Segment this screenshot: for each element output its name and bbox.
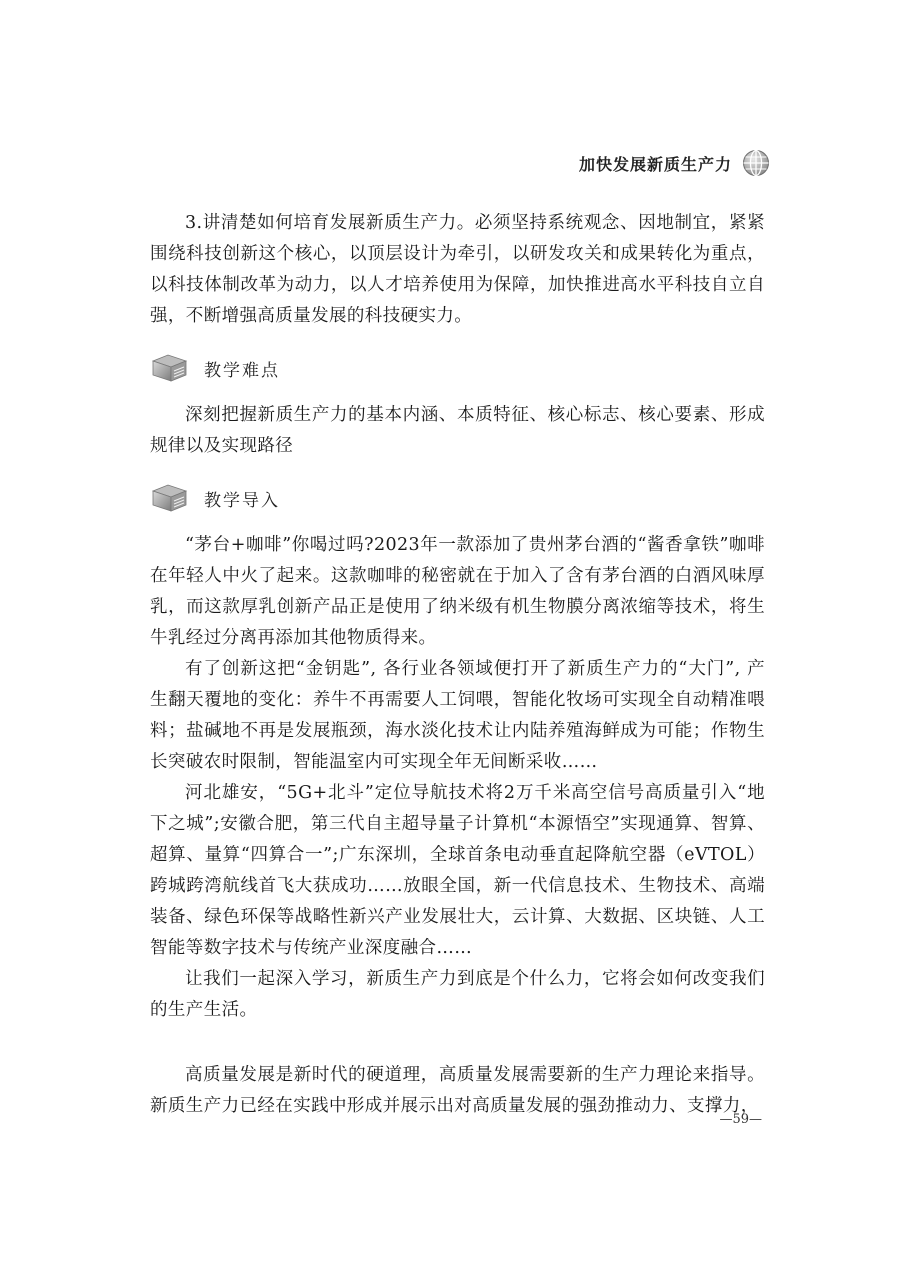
page-number: —59—	[719, 1112, 762, 1127]
book-icon	[150, 351, 190, 385]
paragraph-lets-learn: 让我们一起深入学习，新质生产力到底是个什么力，它将会如何改变我们的生产生活。	[150, 969, 765, 1020]
running-header	[579, 148, 770, 178]
paragraph-moutai-coffee: “茅台+咖啡”你喝过吗?2023年一款添加了贵州茅台酒的“酱香拿铁”咖啡在年轻人中火了起来。这款咖啡的秘密就在于加入了含有茅台酒的白酒风味厚乳，而这款厚乳创新产品正是使用了纳米级有机生物膜分离浓缩等技术，将生牛乳经过分离再添加其他物质得来。	[150, 535, 765, 648]
section-heading-difficulty	[150, 346, 765, 390]
section-title-intro: 教学导入	[204, 490, 280, 511]
paragraph-golden-key: 有了创新这把“金钥匙”, 各行业各领域便打开了新质生产力的“大门”, 产生翻天覆地的变化：养牛不再需要人工饲喂，智能化牧场可实现全自动精准喂料；盐碱地不再是发展瓶颈，海水淡化技术让内陆养殖海鲜成为可能；作物生长突破农时限制，智能温室内可实现全年无间断采收……	[150, 659, 765, 772]
paragraph-high-quality: 高质量发展是新时代的硬道理，高质量发展需要新的生产力理论来指导。新质生产力已经在实践中形成并展示出对高质量发展的强劲推动力、支撑力，	[150, 1065, 765, 1116]
paragraph-cultivation: 3.讲清楚如何培育发展新质生产力。必须坚持系统观念、因地制宜，紧紧围绕科技创新这个核心，以顶层设计为牵引，以研发攻关和成果转化为重点，以科技体制改革为动力，以人才培养使用为保障，加快推进高水平科技自立自强，不断增强高质量发展的科技硬实力。	[150, 213, 765, 326]
section-heading-intro	[150, 476, 765, 520]
globe-icon	[742, 149, 770, 177]
paragraph-examples: 河北雄安，“5G+北斗”定位导航技术将2万千米高空信号高质量引入“地下之城”;安徽合肥，第三代自主超导量子计算机“本源悟空”实现通算、智算、超算、量算“四算合一”;广东深圳，全球首条电动垂直起降航空器（eVTOL）跨城跨湾航线首飞大获成功……放眼全国，新一代信息技术、生物技术、高端装备、绿色环保等战略性新兴产业发展壮大，云计算、大数据、区块链、人工智能等数字技术与传统产业深度融合……	[150, 783, 765, 958]
paragraph-spacer	[150, 1026, 765, 1060]
paragraph-difficulty: 深刻把握新质生产力的基本内涵、本质特征、核心标志、核心要素、形成规律以及实现路径	[150, 405, 765, 456]
section-title-difficulty: 教学难点	[204, 360, 280, 381]
running-header-title: 加快发展新质生产力	[578, 154, 732, 174]
book-icon	[150, 481, 190, 515]
main-content	[150, 208, 765, 1122]
